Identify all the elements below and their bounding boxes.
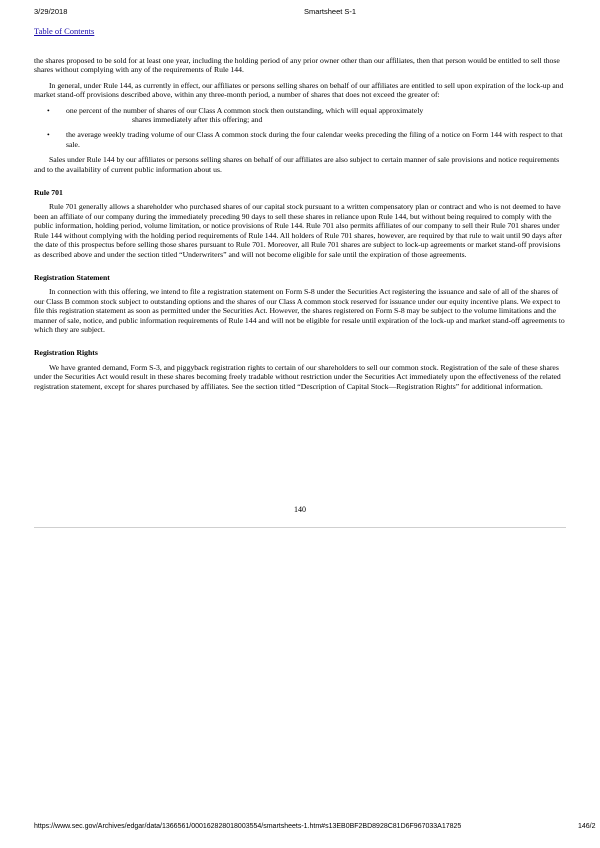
paragraph: In connection with this offering, we intend to file a registration statement on Form S-8 under the Securities Act registering the issuance and sale of all of the shares of our Class B common stock subject to outstanding options and the shares of our Class A common stock reserved for issuance under our equity incentive plans. We expect to file this registration statement as soon as permitted under the Securities Act. However, the shares registered on Form S-8 may be subject to the volume limitations and the manner of sale, notice, and public information requirements of Rule 144 and will not be eligible for resale until expiration of the lock-up and market stand-off agreements to which they are subject.: [34, 287, 565, 334]
print-page-count: 146/2: [578, 823, 596, 830]
bullet-text-line: one percent of the number of shares of our Class A common stock then outstanding, which will equal approximately: [66, 105, 424, 115]
bullet-text-line: shares immediately after this offering; and: [132, 115, 263, 125]
paragraph: We have granted demand, Form S-3, and piggyback registration rights to certain of our shareholders to sell our common stock. Registration of the sale of these shares under the Securities Act would result in these shares becoming freely tradable without restriction under the Securities Act immediately upon the effectiveness of the related registration statement, except for shares purchased by affiliates. See the section titled “Description of Capital Stock—Registration Rights” for additional information.: [34, 362, 561, 391]
browser-print-footer: [0, 823, 600, 835]
bullet-text: the average weekly trading volume of our Class A common stock during the four calendar weeks preceding the filing of a notice on Form 144 with respect to that sale.: [66, 130, 563, 149]
bullet-item: [34, 106, 566, 125]
paragraph: Sales under Rule 144 by our affiliates or persons selling shares on behalf of our affiliates are also subject to certain manner of sale provisions and notice requirements and to the availability of current public information about us.: [34, 155, 560, 174]
page-url: https://www.sec.gov/Archives/edgar/data/1366561/000162828018003554/smartsheets-1.htm#s13EB0BF2BD8928C81D6F967033A17825: [34, 823, 462, 830]
paragraph: In general, under Rule 144, as currently in effect, our affiliates or persons selling shares on behalf of our affiliates are entitled to sell upon expiration of the lock-up and market stand-off provisions described above, within any three-month period, a number of shares that does not exceed the greater of:: [34, 80, 564, 100]
section-heading-registration-rights: Registration Rights: [34, 348, 98, 358]
bullet-icon: •: [47, 105, 50, 115]
section-heading-rule-701: Rule 701: [34, 188, 63, 198]
document-body: [34, 56, 566, 397]
bullet-item: [34, 130, 566, 149]
bullet-icon: •: [47, 130, 50, 140]
browser-print-header: [0, 7, 600, 19]
print-date: 3/29/2018: [34, 7, 68, 16]
page-divider: [34, 527, 566, 528]
page-number: 140: [294, 505, 306, 514]
document-title: Smartsheet S-1: [304, 7, 357, 16]
paragraph: Rule 701 generally allows a shareholder who purchased shares of our capital stock pursuant to a written compensatory plan or contract and who is not deemed to have been an affiliate of our company during the immediately preceding 90 days to sell these shares in reliance upon Rule 144, but without being required to comply with the public information, holding period, volume limitation, or notice provisions of Rule 144. Rule 701 also permits affiliates of our company to sell their Rule 701 shares under Rule 144 without complying with the holding period requirements of Rule 144. All holders of Rule 701 shares, however, are required by that rule to wait until 90 days after the date of this prospectus before selling those shares pursuant to Rule 701. Moreover, all Rule 701 shares are subject to lock-up agreements or market stand-off provisions as described above and under the section titled “Underwriters” and will not become eligible for sale until the expiration of those agreements.: [34, 202, 562, 259]
table-of-contents-link[interactable]: Table of Contents: [34, 26, 95, 36]
section-heading-registration-statement: Registration Statement: [34, 272, 110, 282]
paragraph: the shares proposed to be sold for at least one year, including the holding period of any prior owner other than our affiliates, then that person would be entitled to sell those shares without complying with any of the requirements of Rule 144.: [34, 56, 560, 75]
